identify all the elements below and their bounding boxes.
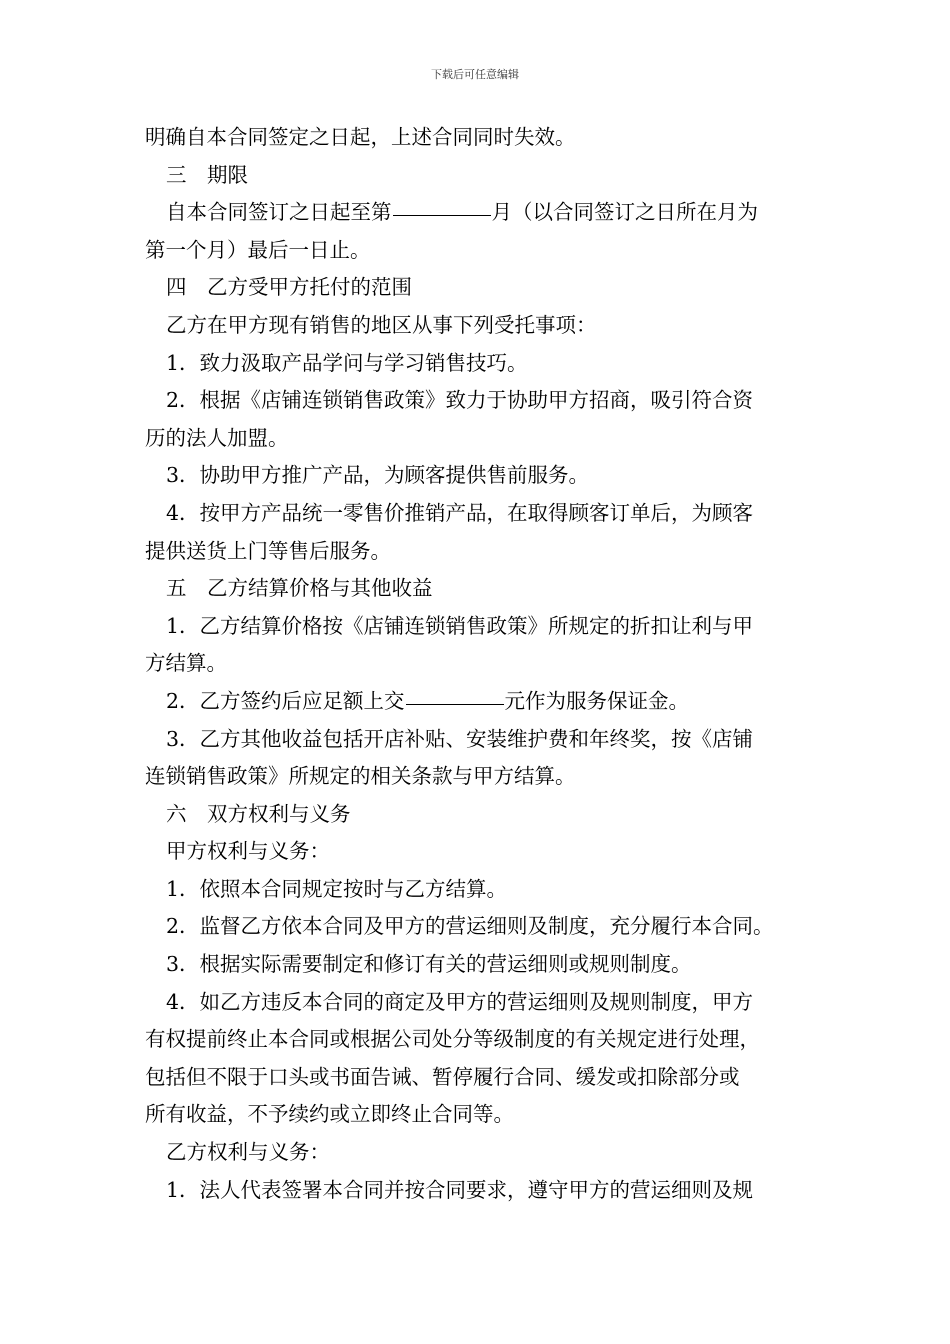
line-text: 有权提前终止本合同或根据公司处分等级制度的有关规定进行处理， xyxy=(145,1027,760,1052)
page-header: 下载后可任意编辑 xyxy=(431,68,519,81)
paragraph-line xyxy=(145,382,815,420)
paragraph-line xyxy=(145,1096,815,1134)
paragraph-line xyxy=(145,495,815,533)
paragraph-line xyxy=(145,1021,815,1059)
line-text: 1．乙方结算价格按《店铺连锁销售政策》所规定的折扣让利与甲 xyxy=(166,613,754,638)
line-text: 3．根据实际需要制定和修订有关的营运细则或规则制度。 xyxy=(166,952,692,977)
line-text: 1．法人代表签署本合同并按合同要求，遵守甲方的营运细则及规 xyxy=(166,1177,754,1202)
paragraph-line xyxy=(145,119,815,157)
line-text: 四 乙方受甲方托付的范围 xyxy=(166,275,412,300)
paragraph-line xyxy=(145,683,815,721)
paragraph-line xyxy=(145,984,815,1022)
paragraph-line xyxy=(145,232,815,270)
paragraph-line xyxy=(145,871,815,909)
paragraph-line xyxy=(145,345,815,383)
line-text: 第一个月）最后一日止。 xyxy=(145,237,371,262)
line-text: 三 期限 xyxy=(166,162,248,187)
paragraph-line xyxy=(145,570,815,608)
document-body xyxy=(145,119,815,1209)
paragraph-line xyxy=(145,457,815,495)
paragraph-line xyxy=(145,946,815,984)
line-text: 4．如乙方违反本合同的商定及甲方的营运细则及规则制度，甲方 xyxy=(166,989,754,1014)
paragraph-line xyxy=(145,269,815,307)
line-text: 方结算。 xyxy=(145,651,227,676)
paragraph-line xyxy=(145,533,815,571)
line-text: 2．根据《店铺连锁销售政策》致力于协助甲方招商，吸引符合资 xyxy=(166,388,754,413)
paragraph-line xyxy=(145,908,815,946)
paragraph-line xyxy=(145,721,815,759)
line-text: 明确自本合同签定之日起，上述合同同时失效。 xyxy=(145,125,576,149)
line-text: 乙方权利与义务： xyxy=(166,1140,330,1165)
line-text: 提供送货上门等售后服务。 xyxy=(145,538,391,563)
paragraph-line xyxy=(145,420,815,458)
line-text: 所有收益，不予续约或立即终止合同等。 xyxy=(145,1102,514,1127)
line-text: 月（以合同签订之日所在月为 xyxy=(491,200,758,225)
line-text: 五 乙方结算价格与其他收益 xyxy=(166,576,433,601)
line-text: 连锁销售政策》所规定的相关条款与甲方结算。 xyxy=(145,764,576,789)
paragraph-line xyxy=(145,194,815,232)
line-text: 包括但不限于口头或书面告诫、暂停履行合同、缓发或扣除部分或 xyxy=(145,1064,740,1089)
paragraph-line xyxy=(145,307,815,345)
paragraph-line xyxy=(145,796,815,834)
line-text: 乙方在甲方现有销售的地区从事下列受托事项： xyxy=(166,312,597,337)
line-text: 自本合同签订之日起至第 xyxy=(166,200,392,225)
line-text: 六 双方权利与义务 xyxy=(166,801,351,826)
line-text: 1．依照本合同规定按时与乙方结算。 xyxy=(166,876,508,901)
paragraph-line xyxy=(145,1134,815,1172)
line-text: 2．监督乙方依本合同及甲方的营运细则及制度，充分履行本合同。 xyxy=(166,914,774,939)
paragraph-line xyxy=(145,1172,815,1210)
paragraph-line xyxy=(145,608,815,646)
line-text: 4．按甲方产品统一零售价推销产品，在取得顾客订单后，为顾客 xyxy=(166,500,754,525)
fill-in-blank xyxy=(406,703,504,705)
line-text: 甲方权利与义务： xyxy=(166,839,330,864)
line-text: 元作为服务保证金。 xyxy=(504,688,690,713)
line-text: 1．致力汲取产品学问与学习销售技巧。 xyxy=(166,350,528,375)
line-text: 3．协助甲方推广产品，为顾客提供售前服务。 xyxy=(166,463,590,488)
paragraph-line xyxy=(145,1059,815,1097)
line-text: 3．乙方其他收益包括开店补贴、安装维护费和年终奖，按《店铺 xyxy=(166,726,754,751)
fill-in-blank xyxy=(393,214,491,216)
paragraph-line xyxy=(145,758,815,796)
paragraph-line xyxy=(145,157,815,195)
paragraph-line xyxy=(145,833,815,871)
line-text: 历的法人加盟。 xyxy=(145,425,289,450)
line-text: 2．乙方签约后应足额上交 xyxy=(166,688,405,713)
paragraph-line xyxy=(145,645,815,683)
